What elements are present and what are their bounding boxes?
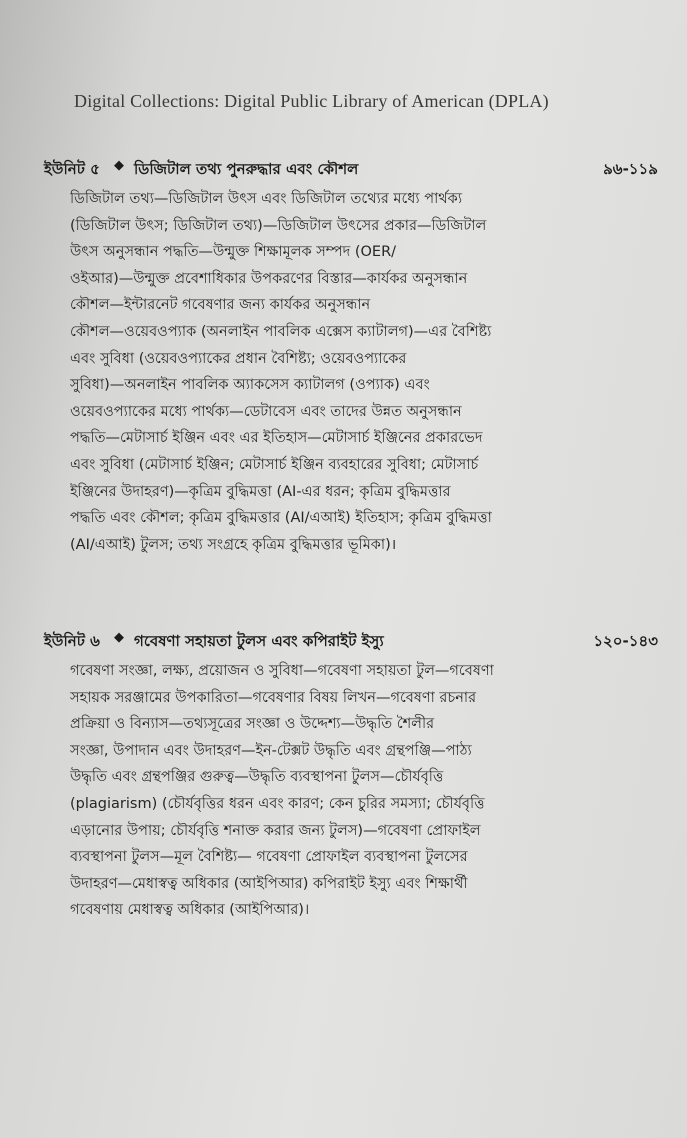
body-line: সংজ্ঞা, উপাদান এবং উদাহরণ—ইন-টেক্সট উদ্ধৃতি এবং গ্রন্থপঞ্জি—পাঠ্য: [70, 742, 472, 759]
body-line: ওয়েবওপ্যাকের মধ্যে পার্থক্য—ডেটাবেস এবং তাদের উন্নত অনুসন্ধান: [70, 403, 462, 420]
body-line: সহায়ক সরঞ্জামের উপকারিতা—গবেষণার বিষয় লিখন—গবেষণা রচনার: [70, 689, 477, 706]
unit-5-label: ইউনিট ৫: [44, 160, 100, 178]
body-line: এবং সুবিধা (মেটাসার্চ ইঞ্জিন; মেটাসার্চ ইঞ্জিন ব্যবহারের সুবিধা; মেটাসার্চ: [70, 456, 479, 473]
unit-5-section: [44, 158, 664, 558]
body-line: পদ্ধতি—মেটাসার্চ ইঞ্জিন এবং এর ইতিহাস—মেটাসার্চ ইঞ্জিনের প্রকারভেদ: [70, 430, 483, 447]
unit-5-page-range: ৯৬-১১৯: [603, 160, 658, 178]
body-line: উৎস অনুসন্ধান পদ্ধতি—উন্মুক্ত শিক্ষামূলক সম্পদ (OER/: [70, 244, 397, 261]
body-line: কৌশল—ইন্টারনেট গবেষণার জন্য কার্যকর অনুসন্ধান: [70, 297, 371, 314]
body-line: কৌশল—ওয়েবওপ্যাক (অনলাইন পাবলিক এক্সেস ক্যাটালগ)—এর বৈশিষ্ট্য: [70, 323, 492, 340]
unit-5-heading: [44, 158, 664, 186]
unit-6-label: ইউনিট ৬: [44, 632, 100, 650]
body-line: (AI/এআই) টুলস; তথ্য সংগ্রহে কৃত্রিম বুদ্ধিমত্তার ভূমিকা)।: [70, 536, 397, 553]
unit-5-title: ডিজিটাল তথ্য পুনরুদ্ধার এবং কৌশল: [134, 160, 359, 178]
body-line: সুবিধা)—অনলাইন পাবলিক অ্যাকসেস ক্যাটালগ (ওপ্যাক) এবং: [70, 377, 430, 394]
body-line: (plagiarism) (চৌর্যবৃত্তির ধরন এবং কারণ; কেন চুরির সমস্যা; চৌর্যবৃত্তি: [70, 795, 485, 812]
body-line: ডিজিটাল তথ্য—ডিজিটাল উৎস এবং ডিজিটাল তথ্যের মধ্যে পার্থক্য: [70, 191, 463, 207]
body-line: ইঞ্জিনের উদাহরণ)—কৃত্রিম বুদ্ধিমত্তা (AI-এর ধরন; কৃত্রিম বুদ্ধিমত্তার: [70, 483, 451, 500]
body-line: পদ্ধতি এবং কৌশল; কৃত্রিম বুদ্ধিমত্তার (AI/এআই) ইতিহাস; কৃত্রিম বুদ্ধিমত্তা: [70, 510, 492, 527]
diamond-bullet-icon: ◆: [114, 630, 124, 645]
unit-6-section: [44, 630, 664, 924]
body-line: গবেষণায় মেধাস্বত্ব অধিকার (আইপিআর)।: [70, 902, 310, 919]
unit-6-body: [70, 658, 636, 924]
body-line: ব্যবস্থাপনা টুলস—মূল বৈশিষ্ট্য— গবেষণা প্রোফাইল ব্যবস্থাপনা টুলসের: [70, 849, 468, 866]
unit-5-body: [70, 186, 636, 558]
body-line: উদ্ধৃতি এবং গ্রন্থপঞ্জির গুরুত্ব—উদ্ধৃতি ব্যবস্থাপনা টুলস—চৌর্যবৃত্তি: [70, 769, 444, 786]
body-line: প্রক্রিয়া ও বিন্যাস—তথ্যসূত্রের সংজ্ঞা ও উদ্দেশ্য—উদ্ধৃতি শৈলীর: [70, 716, 435, 733]
body-line: (ডিজিটাল উৎস; ডিজিটাল তথ্য)—ডিজিটাল উৎসের প্রকার—ডিজিটাল: [70, 217, 487, 234]
body-line: গবেষণা সংজ্ঞা, লক্ষ্য, প্রয়োজন ও সুবিধা—গবেষণা সহায়তা টুল—গবেষণা: [70, 663, 494, 679]
unit-6-heading: [44, 630, 664, 658]
body-line: এড়ানোর উপায়; চৌর্যবৃত্তি শনাক্ত করার জন্য টুলস)—গবেষণা প্রোফাইল: [70, 822, 481, 839]
unit-6-title: গবেষণা সহায়তা টুলস এবং কপিরাইট ইস্যু: [134, 632, 384, 650]
unit-6-page-range: ১২০-১৪৩: [593, 632, 658, 650]
continued-entry: Digital Collections: Digital Public Library of American (DPLA): [74, 91, 549, 111]
body-line: উদাহরণ—মেধাস্বত্ব অধিকার (আইপিআর) কপিরাইট ইস্যু এবং শিক্ষার্থী: [70, 875, 468, 892]
body-line: ওইআর)—উন্মুক্ত প্রবেশাধিকার উপকরণের বিস্তার—কার্যকর অনুসন্ধান: [70, 270, 468, 287]
body-line: এবং সুবিধা (ওয়েবওপ্যাকের প্রধান বৈশিষ্ট্য; ওয়েবওপ্যাকের: [70, 350, 407, 367]
diamond-bullet-icon: ◆: [114, 158, 124, 173]
